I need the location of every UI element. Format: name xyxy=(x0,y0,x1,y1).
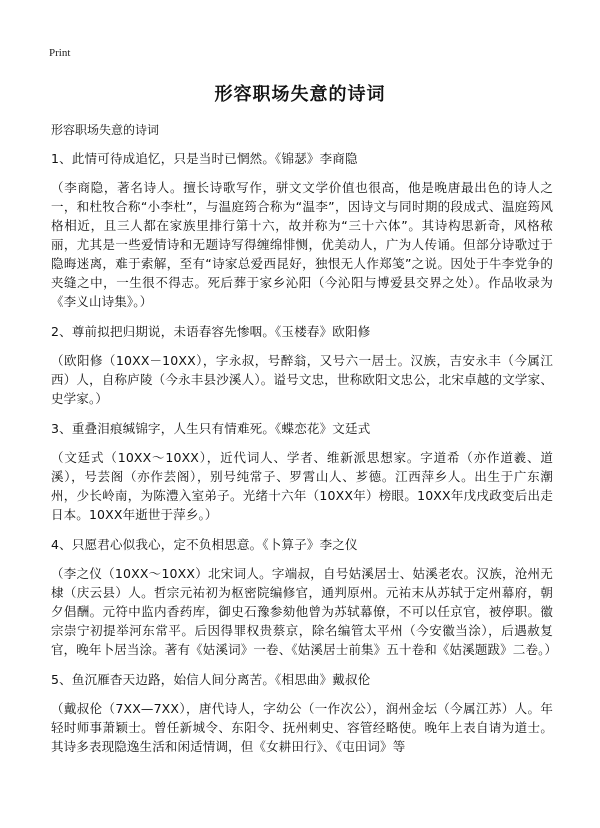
poet-bio: （戴叔伦（7XX—7XX），唐代诗人，字幼公（一作次公），润州金坛（今属江苏）人。年轻时师事萧颖士。曾任新城令、东阳令、抚州刺史、容管经略使。晚年上表自请为道士。其诗多表现隐逸生活和闲适情调，但《女耕田行》、《屯田词》等 xyxy=(51,701,553,754)
page-title: 形容职场失意的诗词 xyxy=(214,84,386,105)
poem-line: 3、重叠泪痕缄锦字，人生只有情难死。《蝶恋花》文廷式 xyxy=(51,421,371,436)
entry-5 xyxy=(51,671,553,756)
poem-line: 5、鱼沉雁杳天边路，始信人间分离苦。《相思曲》戴叔伦 xyxy=(51,672,371,687)
entry-4 xyxy=(51,536,558,659)
entry-3 xyxy=(51,420,553,524)
poet-bio: （李商隐，著名诗人。擅长诗歌写作，骈文文学价值也很高，他是晚唐最出色的诗人之一，和杜牧合称“小李杜”，与温庭筠合称为“温李”，因诗文与同时期的段成式、温庭筠风格相近，且三人都在家族里排行第十六，故并称为“三十六体”。其诗构思新奇，风格秾丽，尤其是一些爱情诗和无题诗写得缠绵悱恻，优美动人，广为人传诵。但部分诗歌过于隐晦迷离，难于索解，至有“诗家总爱西昆好，独恨无人作郑笺”之说。因处于牛李党争的夹缝之中，一生很不得志。死后葬于家乡沁阳（今沁阳与博爱县交界之处）。作品收录为《李义山诗集》。） xyxy=(51,180,553,309)
entry-1 xyxy=(51,150,553,311)
article-subtitle: 形容职场失意的诗词 xyxy=(51,123,160,137)
poet-bio: （欧阳修（10XX－10XX），字永叔，号醉翁，又号六一居士。汉族，吉安永丰（今属江西）人，自称庐陵（今永丰县沙溪人）。谥号文忠，世称欧阳文忠公，北宋卓越的文学家、史学家。） xyxy=(51,353,553,406)
article-body xyxy=(51,122,558,768)
poem-line: 1、此情可待成追忆，只是当时已惘然。《锦瑟》李商隐 xyxy=(51,151,358,166)
poem-line: 4、只愿君心似我心，定不负相思意。《卜算子》李之仪 xyxy=(51,537,358,552)
poem-line: 2、尊前拟把归期说，未语春容先惨咽。《玉楼春》欧阳修 xyxy=(51,324,371,339)
poet-bio: （李之仪（10XX～10XX）北宋词人。字端叔，自号姑溪居士、姑溪老农。汉族，沧州无棣（庆云县）人。哲宗元祐初为枢密院编修官，通判原州。元祐末从苏轼于定州幕府，朝夕倡酬。元符中监内香药库，御史石豫参劾他曾为苏轼幕僚，不可以任京官，被停职。徽宗崇宁初提举河东常平。后因得罪权贵蔡京，除名编管太平州（今安徽当涂），后遇赦复官，晚年卜居当涂。著有《姑溪词》一卷、《姑溪居士前集》五十卷和《姑溪题跋》二卷。） xyxy=(51,566,558,657)
print-label[interactable]: Print xyxy=(49,47,71,59)
entry-2 xyxy=(51,323,553,408)
poet-bio: （文廷式（10XX～10XX），近代词人、学者、维新派思想家。字道希（亦作道羲、道溪），号芸阁（亦作芸阁），别号纯常子、罗霄山人、芗德。江西萍乡人。出生于广东潮州，少长岭南，为陈澧入室弟子。光绪十六年（10XX年）榜眼。10XX年戊戌政变后出走日本。10XX年逝世于萍乡。） xyxy=(51,450,553,522)
